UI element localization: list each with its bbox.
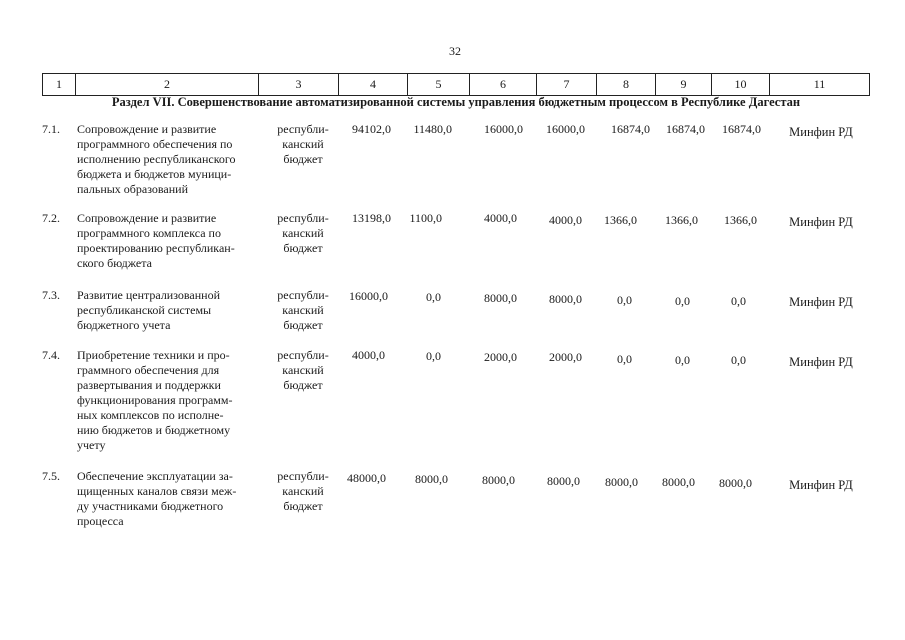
header-col-6: 6 [469,74,536,95]
value-col-6: 2000,0 [484,350,517,364]
row-number: 7.2. [42,211,60,225]
page-number: 32 [449,44,461,58]
responsible: Минфин РД [789,478,853,492]
value-col-4: 16000,0 [349,289,388,303]
value-col-8: 0,0 [617,293,632,307]
header-col-7: 7 [536,74,596,95]
value-col-5: 0,0 [426,349,441,363]
funding-source: республи- канский бюджет [277,348,329,392]
row-description: Развитие централизованной республиканской системы бюджетного учета [77,288,220,332]
value-col-10: 0,0 [731,353,746,367]
value-col-4: 94102,0 [352,122,391,136]
value-col-8: 0,0 [617,352,632,366]
value-col-7: 4000,0 [549,213,582,227]
responsible: Минфин РД [789,355,853,369]
value-col-10: 1366,0 [724,213,757,227]
value-col-5: 1100,0 [409,211,442,225]
value-col-9: 8000,0 [662,475,695,489]
header-col-9: 9 [655,74,711,95]
value-col-6: 16000,0 [484,122,523,136]
value-col-8: 8000,0 [605,475,638,489]
header-col-4: 4 [338,74,407,95]
value-col-4: 48000,0 [347,471,386,485]
row-number: 7.3. [42,288,60,302]
value-col-6: 8000,0 [484,291,517,305]
value-col-5: 8000,0 [415,472,448,486]
header-col-1: 1 [42,74,75,95]
value-col-10: 16874,0 [722,122,761,136]
responsible: Минфин РД [789,295,853,309]
header-col-10: 10 [711,74,769,95]
value-col-10: 8000,0 [719,476,752,490]
header-col-3: 3 [258,74,338,95]
value-col-7: 16000,0 [546,122,585,136]
value-col-8: 1366,0 [604,213,637,227]
value-col-9: 16874,0 [666,122,705,136]
funding-source: республи- канский бюджет [277,469,329,513]
header-col-2: 2 [75,74,258,95]
header-col-11: 11 [769,74,870,95]
row-number: 7.4. [42,348,60,362]
funding-source: республи- канский бюджет [277,211,329,255]
row-description: Обеспечение эксплуатации за- щищенных каналов связи меж- ду участниками бюджетного процесса [77,469,237,528]
row-description: Сопровождение и развитие программного обеспечения по исполнению республиканского бюджета и бюджетов муници- пальных образований [77,122,236,196]
section-title: Раздел VII. Совершенствование автоматизированной системы управления бюджетным процессом в Республике Дагестан [111,95,801,109]
value-col-10: 0,0 [731,294,746,308]
responsible: Минфин РД [789,125,853,139]
value-col-4: 4000,0 [352,348,385,362]
funding-source: республи- канский бюджет [277,122,329,166]
value-col-9: 0,0 [675,294,690,308]
table-header-row [42,73,870,96]
value-col-8: 16874,0 [611,122,650,136]
value-col-7: 8000,0 [547,474,580,488]
responsible: Минфин РД [789,215,853,229]
header-col-8: 8 [596,74,655,95]
row-description: Сопровождение и развитие программного комплекса по проектированию республикан- ского бюджета [77,211,235,270]
funding-source: республи- канский бюджет [277,288,329,332]
value-col-7: 2000,0 [549,350,582,364]
value-col-5: 0,0 [426,290,441,304]
row-number: 7.1. [42,122,60,136]
value-col-4: 13198,0 [352,211,391,225]
value-col-6: 8000,0 [482,473,515,487]
value-col-9: 0,0 [675,353,690,367]
row-number: 7.5. [42,469,60,483]
header-col-5: 5 [407,74,469,95]
value-col-7: 8000,0 [549,292,582,306]
value-col-9: 1366,0 [665,213,698,227]
value-col-5: 11480,0 [413,122,452,136]
value-col-6: 4000,0 [484,211,517,225]
row-description: Приобретение техники и про- граммного обеспечения для развертывания и поддержки функционирования программ- ных комплексов по исполне- нию бюджетов и бюджетному учету [77,348,233,452]
